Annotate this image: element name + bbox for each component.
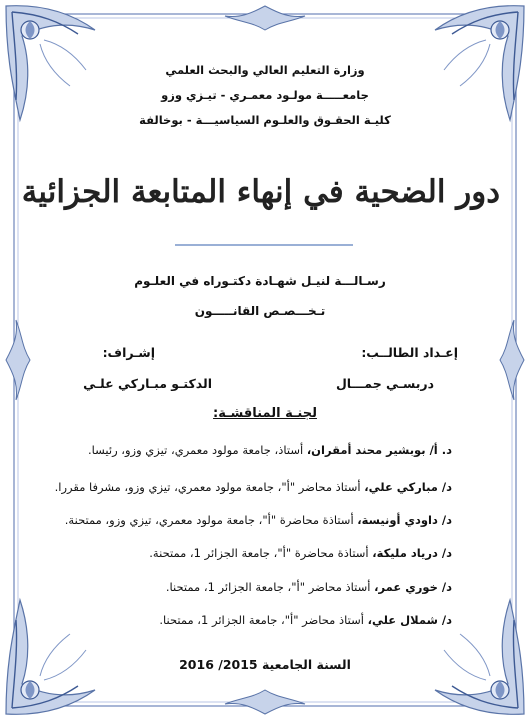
faculty-name: كليـة الحقـوق والعلـوم السياسيـــة - بوخالفة <box>139 113 391 127</box>
committee-member: د/ شملال علي، أستاذ محاضر "أ"، جامعة الجزائر 1، ممتحنا. <box>159 613 452 627</box>
specialty: تـخـــصـص القانـــــون <box>194 304 326 318</box>
committee-title: لجنـة المناقشـة: <box>213 406 317 421</box>
supervisor-name: الدكتـو مبـاركي علـي <box>83 376 212 391</box>
thesis-type: رسـالـــة لنيـل شهـادة دكتـوراه في العلـوم <box>134 274 386 288</box>
title-underline <box>175 244 353 246</box>
committee-member: د/ مباركي علي، أستاذ محاضر "أ"، جامعة مولود معمري، تيزي وزو، مشرفا مقررا. <box>54 480 452 494</box>
student-name: دربسـي جمـــال <box>335 376 434 391</box>
prepared-by-label: إعـداد الطالــب: <box>361 345 458 360</box>
academic-year: السنة الجامعية 2015/ 2016 <box>179 657 351 672</box>
committee-member: د/ داودي أونيسة، أستاذة محاضرة "أ"، جامعة مولود معمري، تيزي وزو، ممتحنة. <box>64 513 452 527</box>
supervision-label: إشـراف: <box>102 345 155 360</box>
committee-member: د. أ/ بوبشير محند أمقران، أستاذ، جامعة مولود معمري، تيزي وزو، رئيسا. <box>87 443 452 457</box>
committee-member: د/ درياد مليكة، أستاذة محاضرة "أ"، جامعة الجزائر 1، ممتحنة. <box>149 546 452 560</box>
ministry-name: وزارة التعليم العالي والبحث العلمي <box>165 63 365 77</box>
university-name: جامعـــــة مولـود معمـري - تيـزي وزو <box>161 88 369 102</box>
committee-member: د/ خوري عمر، أستاذ محاضر "أ"، جامعة الجزائر 1، ممتحنا. <box>165 580 452 594</box>
thesis-title: دور الضحية في إنهاء المتابعة الجزائية <box>21 174 500 210</box>
